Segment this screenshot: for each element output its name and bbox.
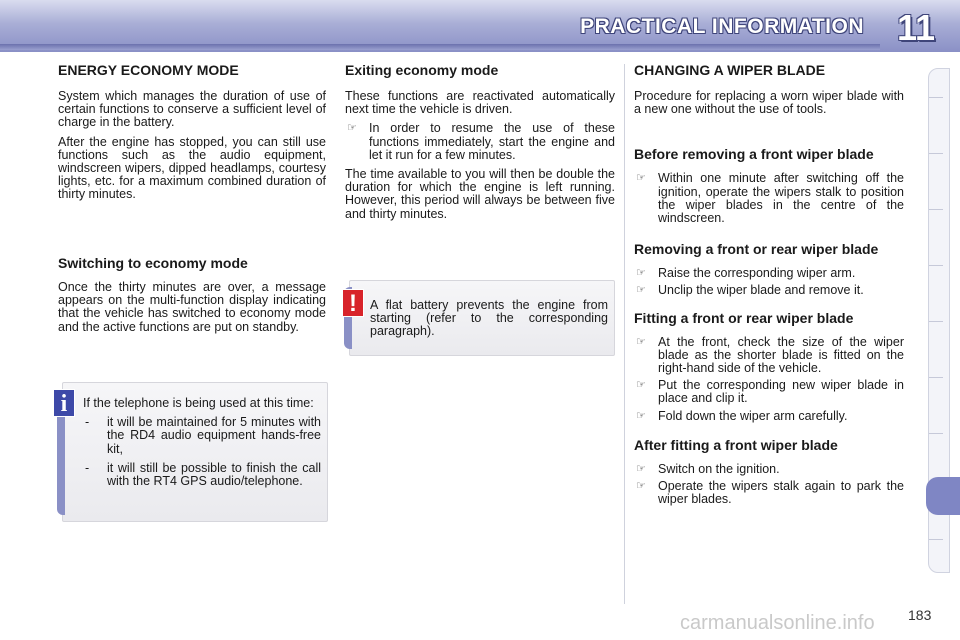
exiting-paragraph-1: These functions are reactivated automatically next time the vehicle is driven. — [345, 89, 615, 117]
tab-notch — [929, 433, 943, 434]
info-item-text: it will still be possible to finish the call with the RT4 GPS audio/telephone. — [107, 460, 321, 489]
info-item: - it will still be possible to finish the call with the RT4 GPS audio/telephone. — [85, 460, 321, 489]
pointing-hand-icon: ☞ — [636, 284, 646, 297]
tab-notch — [929, 539, 943, 540]
after-fitting-heading: After fitting a front wiper blade — [634, 436, 838, 453]
wiper-paragraph: Procedure for replacing a worn wiper blade with a new one without the use of tools. — [634, 89, 904, 117]
after-item-text: Switch on the ignition. — [658, 461, 780, 476]
switching-paragraph: Once the thirty minutes are over, a message appears on the multi-function display indicating that the vehicle has switched to economy mode and the active functions are put on standby. — [58, 280, 326, 334]
before-item-text: Within one minute after switching off the ignition, operate the wipers stalk to position the wiper blades in the centre of the windscreen. — [658, 171, 904, 226]
pointing-hand-icon: ☞ — [636, 409, 646, 422]
fitting-item-text: Put the corresponding new wiper blade in place and clip it. — [658, 378, 904, 406]
exiting-paragraph-2: The time available to you will then be double the duration for which the engine is left running. However, this period will always be between five and thirty minutes. — [345, 167, 615, 221]
removing-item-text: Raise the corresponding wiper arm. — [658, 266, 856, 281]
warning-note-box — [349, 280, 615, 356]
right-column — [634, 62, 904, 506]
info-icon: i — [53, 389, 75, 417]
pointing-hand-icon: ☞ — [636, 462, 646, 475]
removing-heading: Removing a front or rear wiper blade — [634, 241, 879, 258]
switching-heading: Switching to economy mode — [58, 255, 248, 271]
exiting-bullet-text: In order to resume the use of these functions immediately, start the engine and let it run for a few minutes. — [369, 121, 615, 162]
warning-icon: ! — [342, 289, 364, 317]
pointing-hand-icon: ☞ — [636, 480, 646, 493]
exiting-bullet — [345, 122, 615, 162]
energy-paragraph-1: System which manages the duration of use of certain functions to conserve a sufficient level of charge in the battery. — [58, 89, 326, 130]
after-item-text: Operate the wipers stalk again to park the wiper blades. — [658, 479, 904, 507]
exiting-heading: Exiting economy mode — [345, 62, 499, 78]
fitting-item-text: Fold down the wiper arm carefully. — [658, 408, 848, 423]
before-item — [634, 172, 904, 225]
tab-notch — [929, 265, 943, 266]
removing-item-text: Unclip the wiper blade and remove it. — [658, 283, 864, 298]
page-number: 183 — [908, 607, 932, 623]
pointing-hand-icon: ☞ — [636, 267, 646, 280]
switching-section — [58, 255, 326, 334]
chapter-number: 11 — [896, 7, 936, 48]
fitting-item — [634, 410, 904, 423]
watermark: carmanualsonline.info — [680, 612, 875, 634]
fitting-heading: Fitting a front or rear wiper blade — [634, 309, 854, 326]
after-item — [634, 480, 904, 506]
removing-item — [634, 284, 904, 297]
removing-item — [634, 267, 904, 280]
after-item — [634, 463, 904, 476]
energy-paragraph-2: After the engine has stopped, you can still use functions such as the audio equipment, windscreen wipers, dipped headlamps, courtesy lights, etc. for a maximum combined duration of thirty minutes. — [58, 134, 326, 202]
before-removing-heading: Before removing a front wiper blade — [634, 146, 874, 163]
info-intro: If the telephone is being used at this time: — [83, 396, 314, 410]
middle-column — [345, 62, 615, 221]
chapter-title: PRACTICAL INFORMATION — [580, 15, 864, 38]
tab-notch — [929, 209, 943, 210]
tab-notch — [929, 321, 943, 322]
column-divider — [624, 64, 625, 604]
tab-notch — [929, 377, 943, 378]
active-chapter-tab — [926, 477, 960, 515]
warning-text: A flat battery prevents the engine from starting (refer to the corresponding paragraph). — [370, 298, 608, 339]
header-stripe — [0, 44, 880, 50]
pointing-hand-icon: ☞ — [636, 379, 646, 392]
info-note-box — [62, 382, 328, 522]
info-item-text: it will be maintained for 5 minutes with the RD4 audio equipment hands-free kit, — [107, 415, 321, 456]
page-header — [0, 0, 960, 52]
fitting-item-text: At the front, check the size of the wiper blade as the shorter blade is fitted on the right-hand side of the vehicle. — [658, 334, 904, 376]
tab-notch — [929, 153, 943, 154]
left-column — [58, 62, 326, 202]
wiper-heading: CHANGING A WIPER BLADE — [634, 62, 826, 78]
pointing-hand-icon: ☞ — [636, 172, 646, 185]
pointing-hand-icon: ☞ — [347, 122, 357, 135]
tab-notch — [929, 97, 943, 98]
fitting-item — [634, 379, 904, 405]
fitting-item — [634, 336, 904, 376]
energy-economy-heading: ENERGY ECONOMY MODE — [58, 62, 239, 78]
pointing-hand-icon: ☞ — [636, 335, 646, 348]
info-item: - it will be maintained for 5 minutes with the RD4 audio equipment hands-free kit, — [85, 415, 321, 456]
